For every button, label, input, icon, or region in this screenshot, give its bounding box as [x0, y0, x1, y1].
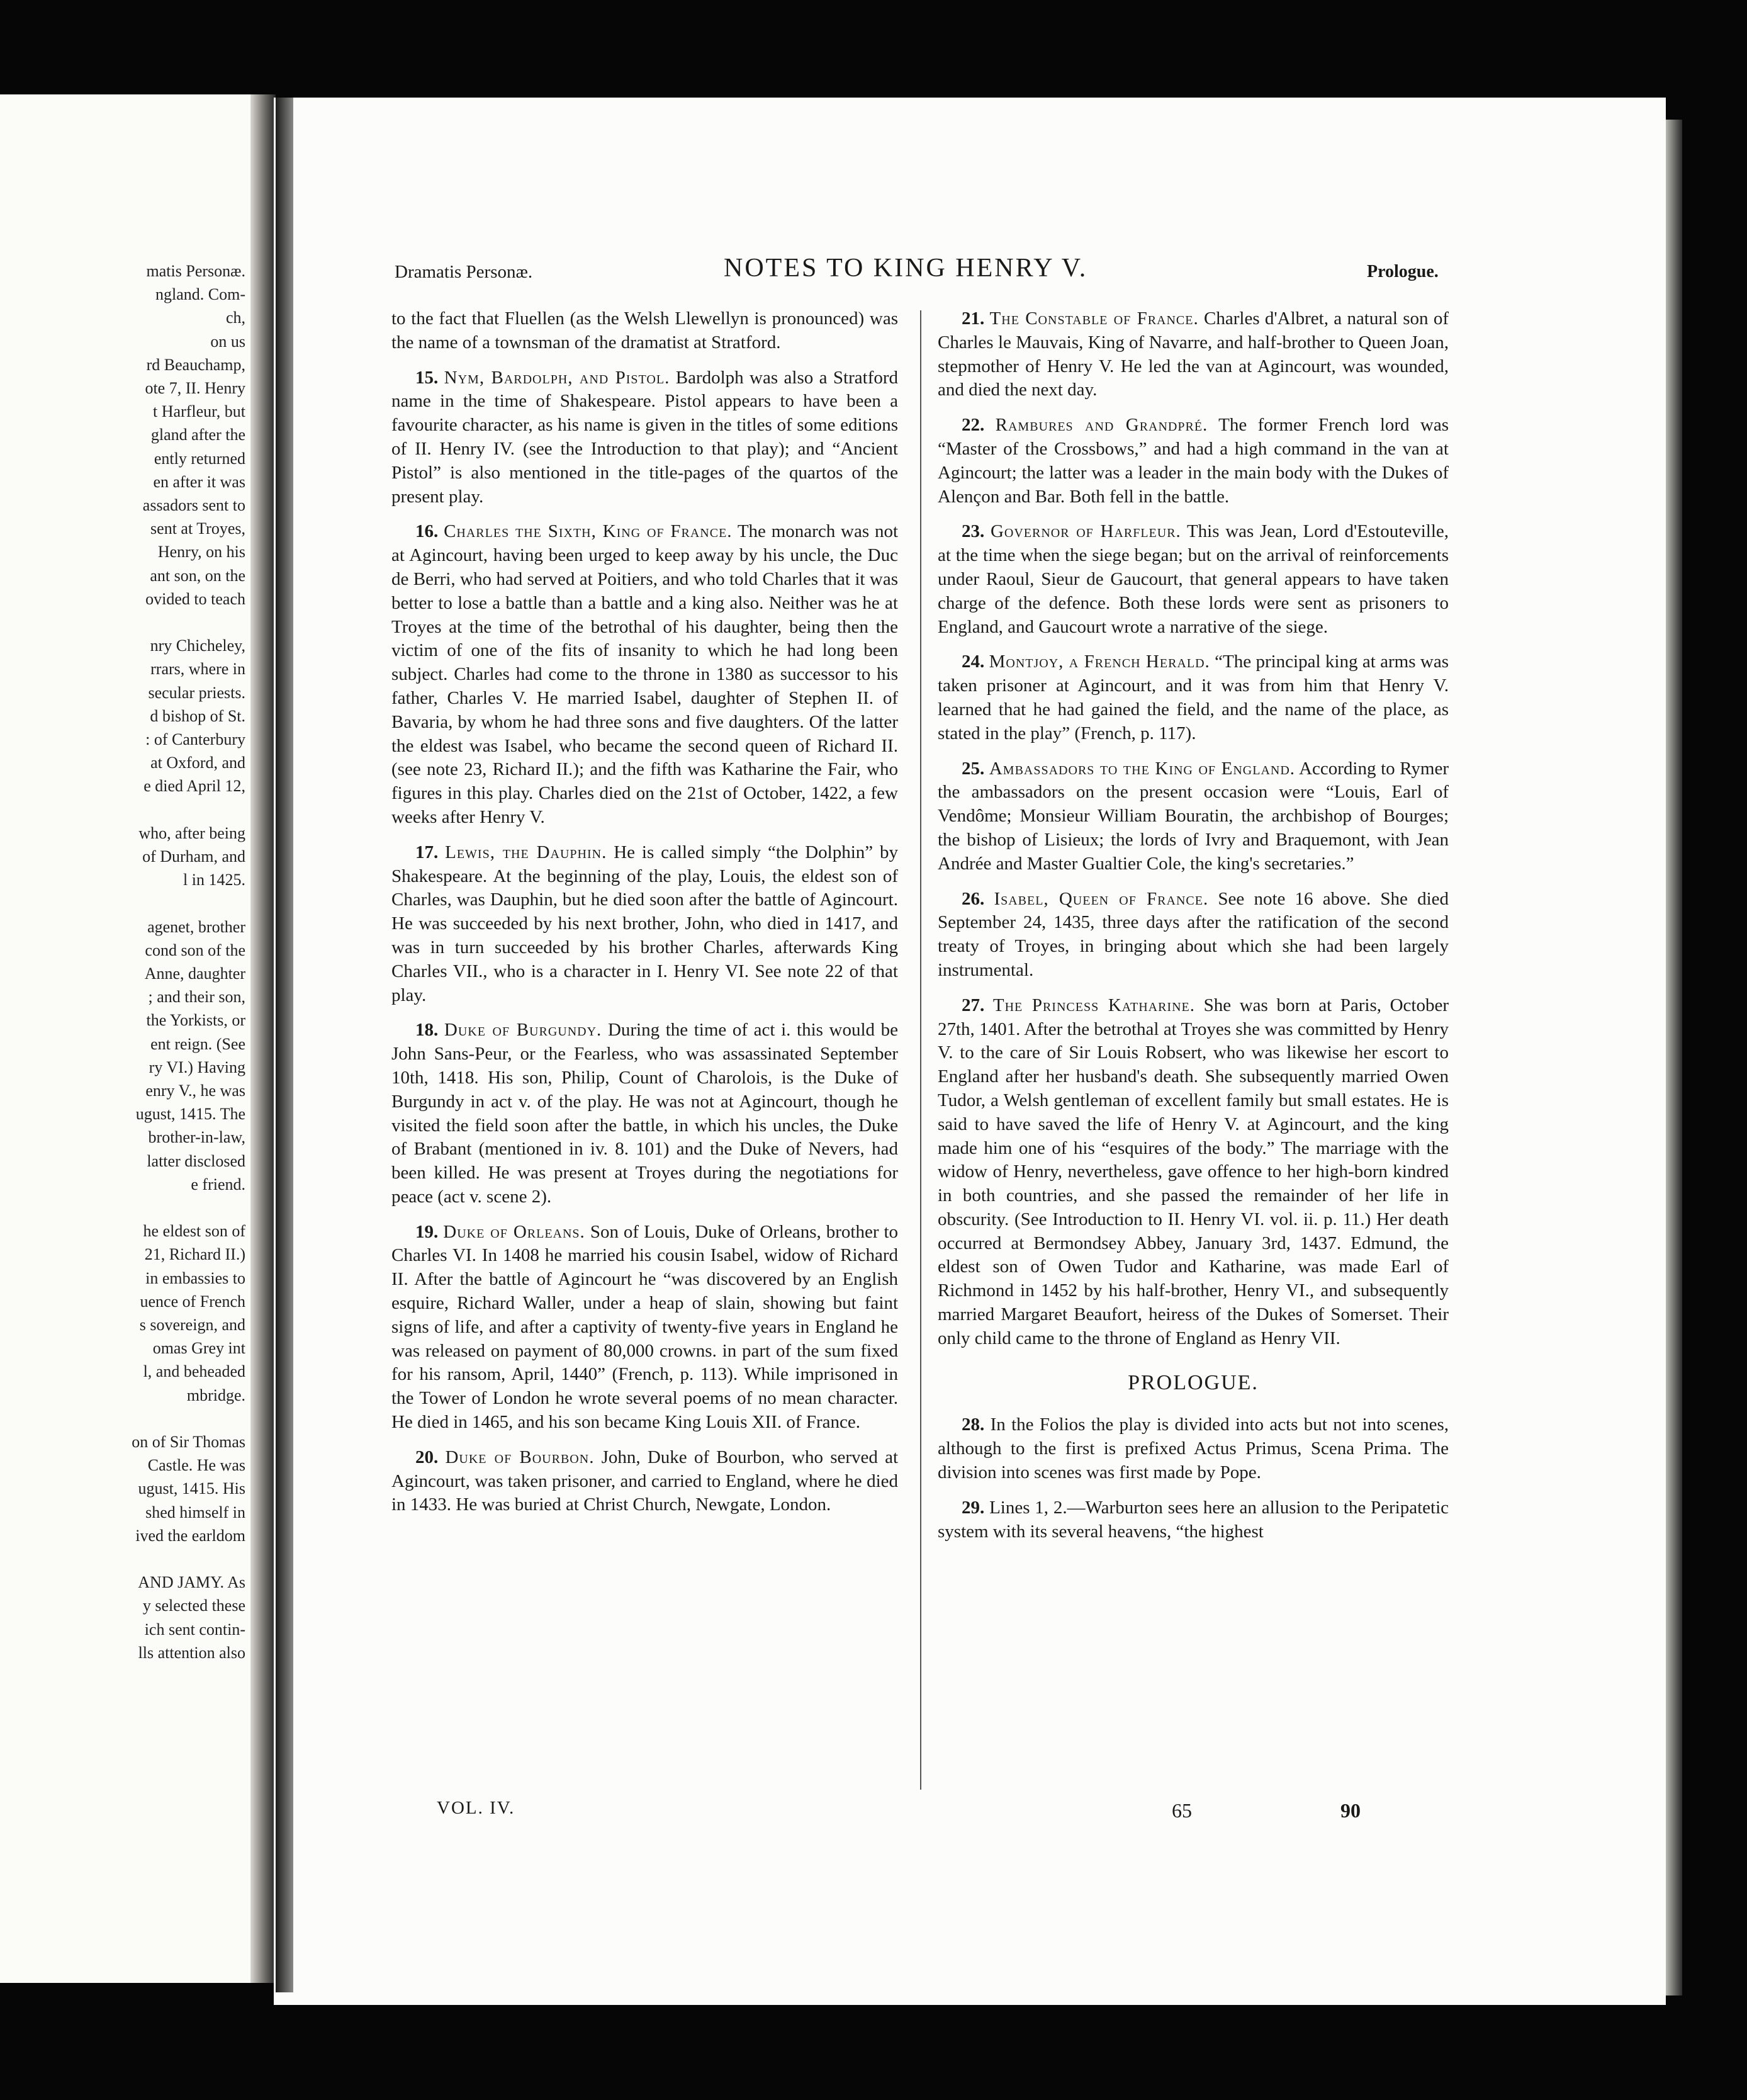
- note-heading: The Constable of France.: [989, 308, 1199, 329]
- facing-page-fragment: [0, 94, 250, 1983]
- note-text: to the fact that Fluellen (as the Welsh Llewellyn is pronounced) was the name of a townsman of the dramatist at Stratford.: [391, 308, 898, 353]
- note-text: She was born at Paris, October 27th, 1401. After the betrothal at Troyes she was committed by Henry V. to the care of Sir Louis Robsert, who was likewise her escort to England after her husband's death. She subsequently married Owen Tudor, a Welsh gentleman of excellent family but small estates. He is said to have saved the life of Henry V. at Agincourt, and the king made him one of his “esquires of the body.” The marriage with the widow of Henry, nevertheless, gave offence to her high-born kindred in both countries, and she passed the remainder of her life in obscurity. (See Introduction to II. Henry VI. vol. ii. p. 11.) Her death occurred at Bermondsey Abbey, January 3rd, 1437. Edmund, the eldest son of Owen Tudor and Katharine, was made Earl of Richmond in 1452 by his half-brother, Henry VI., and subsequently married Margaret Beaufort, heiress of the Dukes of Somerset. Their only child came to the throne of England as Henry VII.: [938, 995, 1449, 1348]
- note-paragraph: [391, 307, 898, 355]
- note-paragraph: [938, 307, 1449, 402]
- left-column: [391, 307, 898, 1528]
- note-text: He is called simply “the Dolphin” by Shakespeare. At the beginning of the play, Louis, the eldest son of Charles, was Dauphin, but he died soon after the battle of Agincourt. He was succeeded by his next brother, John, who died in 1417, and was in turn succeeded by his brother Charles, afterwards King Charles VII., who is a character in I. Henry VI. See note 22 of that play.: [391, 842, 899, 1005]
- note-number: 28.: [962, 1414, 985, 1435]
- facing-page-line: ote 7, II. Henry: [145, 379, 245, 397]
- facing-page-line: ovided to teach: [145, 589, 245, 608]
- note-heading: Duke of Bourbon.: [445, 1447, 595, 1467]
- character-notes: [938, 307, 1449, 1351]
- note-text: In the Folios the play is divided into acts but not into scenes, although to the first is prefixed Actus Primus, Scena Prima. The division into scenes was first made by Pope.: [938, 1414, 1449, 1483]
- facing-page-line: of Durham, and: [142, 847, 245, 866]
- note-text: During the time of act i. this would be John Sans-Peur, or the Fearless, who was assassinated September 10th, 1418. His son, Philip, Count of Charolois, is the Duke of Burgundy in act v. of the play. He was not at Agincourt, though he visited the field soon after the battle, in which his uncles, the Duke of Brabant (mentioned in iv. 8. 101) and the Duke of Nevers, had been killed. He was present at Troyes during the negotiations for peace (act v. scene 2).: [391, 1020, 899, 1207]
- note-number: 19.: [415, 1221, 439, 1242]
- facing-page-line: ngland. Com-: [155, 285, 245, 304]
- note-paragraph: [391, 520, 898, 829]
- facing-page-line: ently returned: [154, 449, 245, 468]
- facing-page-line: shed himself in: [145, 1503, 245, 1521]
- note-paragraph: [938, 888, 1449, 983]
- facing-page-line: on us: [210, 332, 245, 351]
- note-text: See note 16 above. She died September 24, 1435, three days after the ratification of the second treaty of Troyes, in bringing about which she had been largely instrumental.: [938, 888, 1449, 980]
- facing-page-line: ch,: [225, 308, 245, 327]
- volume-label: VOL. IV.: [437, 1798, 515, 1818]
- note-paragraph: [938, 650, 1449, 745]
- facing-page-line: enry V., he was: [145, 1081, 245, 1100]
- facing-page-line: omas Grey int: [152, 1339, 245, 1358]
- note-number: 15.: [415, 367, 439, 388]
- note-paragraph: [938, 414, 1449, 509]
- running-head-left: Dramatis Personæ.: [395, 262, 533, 282]
- note-text: The monarch was not at Agincourt, having been urged to keep away by his uncle, the Duc de Berri, who had served at Poitiers, and who told Charles that it was better to lose a battle than a battle and a king also. Neither was he at Troyes at the time of the betrothal of his daughter, being then the victim of one of the fits of insanity to which he had long been subject. Charles had come to the throne in 1380 as successor to his father, Charles V. He married Isabel, daughter of Stephen II. of Bavaria, by whom he had three sons and five daughters. Of the latter the eldest was Isabel, who became the second queen of Richard II. (see note 23, Richard II.); and the fifth was Katharine the Fair, who figures in this play. Charles died on the 21st of October, 1422, a few weeks after Henry V.: [391, 521, 899, 827]
- note-paragraph: [391, 366, 898, 509]
- note-paragraph: [391, 1221, 898, 1435]
- facing-page-line: ugust, 1415. His: [138, 1479, 245, 1498]
- facing-page-line: he eldest son of: [143, 1222, 245, 1241]
- facing-page-line: rrars, where in: [150, 660, 245, 679]
- note-heading: The Princess Katharine.: [992, 995, 1196, 1015]
- facing-page-line: l, and beheaded: [143, 1362, 245, 1381]
- facing-page-line: ; and their son,: [148, 988, 245, 1007]
- facing-page-line: ry VI.) Having: [149, 1058, 245, 1076]
- facing-page-line: AND JAMY. As: [138, 1573, 245, 1592]
- facing-page-line: in embassies to: [145, 1268, 245, 1287]
- note-text: Son of Louis, Duke of Orleans, brother to Charles VI. In 1408 he married his cousin Isabel, widow of Richard II. After the battle of Agincourt he “was discovered by an English esquire, Richard Waller, under a heap of slain, showing but faint signs of life, and after a captivity of twenty-five years in England he was released on payment of 80,000 crowns. in part of the sum fixed for his ransom, April, 1440” (French, p. 113). While imprisoned in the Tower of London he wrote several poems of no mean character. He died in 1465, and his son became King Louis XII. of France.: [391, 1221, 899, 1433]
- facing-page-line: the Yorkists, or: [146, 1011, 245, 1030]
- note-heading: Duke of Orleans.: [443, 1221, 585, 1242]
- running-head-title: NOTES TO KING HENRY V.: [724, 254, 1088, 283]
- note-heading: Duke of Burgundy.: [444, 1020, 602, 1041]
- facing-page-line: secular priests.: [148, 683, 245, 702]
- note-paragraph: [938, 757, 1449, 876]
- note-heading: Ambassadors to the King of England.: [989, 758, 1296, 779]
- book-gutter: [250, 94, 276, 1983]
- note-paragraph: [938, 994, 1449, 1351]
- note-text: Charles d'Albret, a natural son of Charles le Mauvais, King of Navarre, and half-brother to Queen Joan, stepmother of Henry V. He led the van at Agincourt, was wounded, and died the next day.: [938, 308, 1449, 400]
- note-paragraph: [391, 841, 898, 1008]
- facing-page-line: mbridge.: [186, 1386, 245, 1404]
- note-number: 22.: [962, 415, 985, 436]
- page-edge: [1666, 120, 1682, 1996]
- note-number: 26.: [962, 888, 985, 909]
- facing-page-line: at Oxford, and: [150, 754, 245, 772]
- facing-page-line: ent reign. (See: [150, 1034, 245, 1053]
- facing-page-line: matis Personæ.: [146, 262, 245, 280]
- note-text: Bardolph was also a Stratford name in the time of Shakespeare. Pistol appears to have been a favourite character, as his name is given in the titles of some editions of II. Henry IV. (see the Introduction to that play); and “Ancient Pistol” is also mentioned in the title-pages of the quartos of the present play.: [391, 367, 899, 507]
- running-head-right: Prologue.: [1367, 262, 1439, 281]
- column-divider: [920, 310, 921, 1790]
- facing-page-line: lls attention also: [138, 1643, 245, 1662]
- note-number: 27.: [962, 995, 985, 1015]
- facing-page-line: who, after being: [138, 823, 245, 842]
- note-heading: Montjoy, a French Herald.: [989, 652, 1210, 672]
- note-heading: Governor of Harfleur.: [990, 521, 1181, 542]
- facing-page-line: e friend.: [191, 1175, 245, 1194]
- facing-page-line: e died April 12,: [143, 777, 245, 796]
- note-number: 23.: [962, 521, 985, 542]
- facing-page-line: ant son, on the: [150, 566, 245, 585]
- facing-page-line: 21, Richard II.): [144, 1245, 245, 1264]
- note-text: The former French lord was “Master of the Crossbows,” and had a high command in the van at Agincourt; the latter was a leader in the main body with the Dukes of Alençon and Bar. Both fell in the battle.: [938, 415, 1449, 507]
- right-column: [938, 307, 1449, 1555]
- facing-page-line: rd Beauchamp,: [146, 355, 245, 374]
- note-text: This was Jean, Lord d'Estouteville, at the time when the siege began; but on the arrival of reinforcements under Raoul, Sieur de Gaucourt, that general appears to have taken charge of the defence. Both these lords were sent as prisoners to England, and Gaucourt wrote a narrative of the siege.: [938, 521, 1449, 637]
- note-text: Lines 1, 2.—Warburton sees here an allusion to the Peripatetic system with its several heavens, “the highest: [938, 1497, 1449, 1542]
- page-number: 65: [1172, 1799, 1192, 1822]
- note-text: According to Rymer the ambassadors on the present occasion were “Louis, Earl of Vendôme; Monsieur William Bouratin, the archbishop of Bourges; the bishop of Lisieux; the lords of Ivry and Braquemont, with Jean Andrée and Master Gualtier Cole, the king's secretaries.”: [938, 758, 1449, 874]
- note-paragraph: [391, 1019, 898, 1209]
- note-heading: Nym, Bardolph, and Pistol.: [444, 367, 670, 388]
- facing-page-line: gland after the: [150, 426, 245, 444]
- note-heading: Rambures and Grandpré.: [995, 415, 1208, 436]
- note-number: 24.: [962, 652, 985, 672]
- facing-page-line: y selected these: [142, 1596, 245, 1615]
- section-title: PROLOGUE.: [1128, 1370, 1259, 1394]
- note-number: 29.: [962, 1497, 985, 1518]
- facing-page-line: ich sent contin-: [144, 1620, 245, 1639]
- note-paragraph: [938, 1496, 1449, 1544]
- facing-page-line: agenet, brother: [147, 917, 245, 936]
- note-number: 25.: [962, 758, 985, 779]
- facing-page-line: nry Chicheley,: [150, 636, 245, 655]
- facing-page-line: Anne, daughter: [144, 964, 245, 983]
- note-text: “The principal king at arms was taken prisoner at Agincourt, and it was from him that Henry V. learned that he had gained the field, and the name of the place, as stated in the play” (French, p. 117).: [938, 652, 1449, 743]
- facing-page-line: on of Sir Thomas: [132, 1433, 245, 1451]
- signature-mark: 90: [1340, 1799, 1361, 1822]
- facing-page-line: ived the earldom: [135, 1526, 245, 1545]
- note-heading: Lewis, the Dauphin.: [445, 842, 607, 862]
- note-paragraph: [938, 520, 1449, 639]
- facing-page-line: ugust, 1415. The: [135, 1105, 245, 1124]
- spine-shadow: [276, 98, 293, 1992]
- note-heading: Isabel, Queen of France.: [994, 888, 1209, 909]
- note-number: 20.: [415, 1447, 439, 1467]
- facing-page-line: l in 1425.: [183, 871, 245, 889]
- note-paragraph: [938, 1413, 1449, 1484]
- facing-page-line: sent at Troyes,: [150, 519, 245, 538]
- note-number: 16.: [415, 521, 439, 542]
- note-number: 17.: [415, 842, 439, 862]
- facing-page-line: brother-in-law,: [148, 1128, 245, 1147]
- facing-page-line: Henry, on his: [157, 543, 245, 562]
- facing-page-line: en after it was: [153, 472, 245, 491]
- facing-page-line: : of Canterbury: [145, 730, 245, 748]
- facing-page-line: d bishop of St.: [150, 706, 245, 725]
- facing-page-line: assadors sent to: [142, 496, 245, 514]
- facing-page-line: s sovereign, and: [139, 1316, 245, 1334]
- note-number: 21.: [962, 308, 985, 329]
- facing-page-line: cond son of the: [145, 940, 245, 959]
- note-text: John, Duke of Bourbon, who served at Agincourt, was taken prisoner, and carried to England, where he died in 1433. He was buried at Christ Church, Newgate, London.: [391, 1447, 899, 1515]
- facing-page-line: Castle. He was: [147, 1456, 245, 1475]
- note-heading: Charles the Sixth, King of France.: [444, 521, 733, 542]
- facing-page-line: latter disclosed: [147, 1151, 245, 1170]
- facing-page-line: t Harfleur, but: [153, 402, 245, 421]
- note-number: 18.: [415, 1020, 439, 1041]
- facing-page-line: uence of French: [140, 1292, 245, 1311]
- note-paragraph: [391, 1446, 898, 1517]
- prologue-notes: [938, 1413, 1449, 1544]
